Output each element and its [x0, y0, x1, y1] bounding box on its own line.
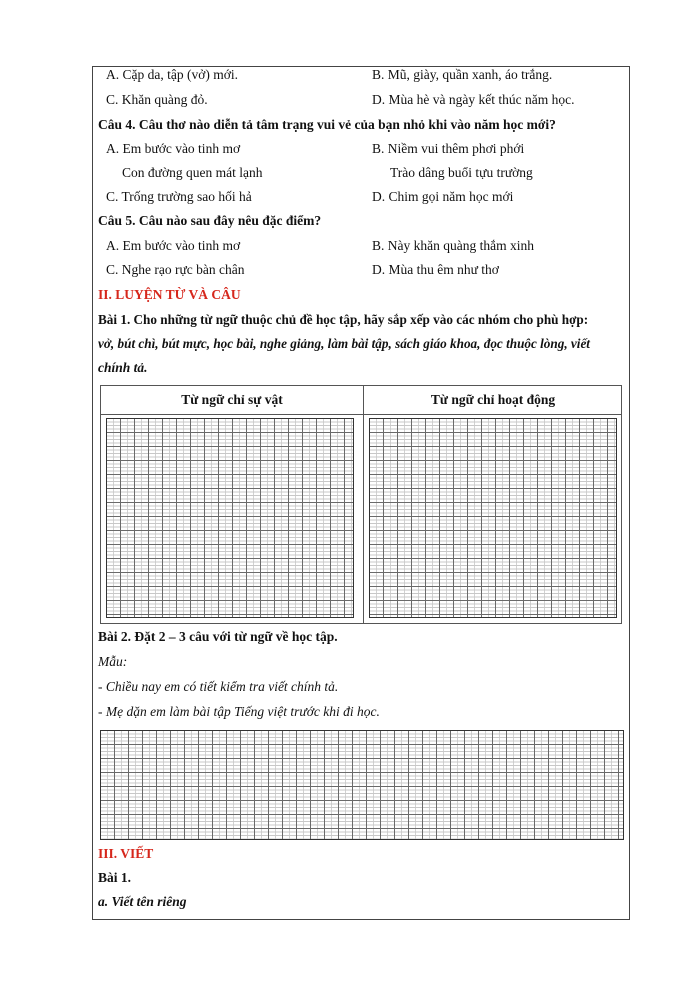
writing-grid-things[interactable] [106, 418, 354, 618]
writing-grid-sentences[interactable] [100, 730, 624, 840]
q3-option-a: A. Cặp da, tập (vở) mới. [106, 67, 239, 82]
q4-option-b-line1: B. Niềm vui thêm phơi phới [372, 141, 525, 156]
ex1-instruction: Bài 1. Cho những từ ngữ thuộc chủ đề học tập, hãy sắp xếp vào các nhóm cho phù hợp: [98, 312, 589, 327]
q3-option-b: B. Mũ, giày, quần xanh, áo trắng. [372, 67, 553, 82]
table-divider-vertical [363, 386, 364, 623]
q5-option-b: B. Này khăn quàng thắm xinh [372, 238, 534, 253]
table-header-things: Từ ngữ chỉ sự vật [181, 392, 283, 407]
q4-option-a-line2: Con đường quen mát lạnh [122, 165, 263, 180]
ex1-words-line2: chính tả. [98, 360, 148, 375]
q4-option-b-line2: Trào dâng buổi tựu trường [390, 165, 533, 180]
section3-title: III. VIẾT [98, 846, 154, 861]
sample-label: Mẫu: [98, 654, 128, 669]
section3-ex1: Bài 1. [98, 870, 132, 885]
section3-ex1a: a. Viết tên riêng [98, 894, 187, 909]
section2-title: II. LUYỆN TỪ VÀ CÂU [98, 287, 241, 302]
table-header-actions: Từ ngữ chỉ hoạt động [430, 392, 556, 407]
q5-question: Câu 5. Câu nào sau đây nêu đặc điểm? [98, 213, 322, 228]
q5-option-d: D. Mùa thu êm như thơ [372, 262, 499, 277]
sample-sentence-1: - Chiều nay em có tiết kiểm tra viết chính tả. [98, 679, 339, 694]
ex1-words-line1: vở, bút chì, bút mực, học bài, nghe giảng, làm bài tập, sách giáo khoa, đọc thuộc lòng, viết [98, 336, 590, 351]
table-divider-horizontal [101, 414, 621, 415]
sample-sentence-2: - Mẹ dặn em làm bài tập Tiếng việt trước khi đi học. [98, 704, 380, 719]
q4-option-d: D. Chim gọi năm học mới [372, 189, 514, 204]
q3-option-d: D. Mùa hè và ngày kết thúc năm học. [372, 92, 575, 107]
q5-option-c: C. Nghe rạo rực bàn chân [106, 262, 245, 277]
q5-option-a: A. Em bước vào tinh mơ [106, 238, 241, 253]
q4-question: Câu 4. Câu thơ nào diễn tả tâm trạng vui vẻ của bạn nhỏ khi vào năm học mới? [98, 117, 556, 132]
ex2-title: Bài 2. Đặt 2 – 3 câu với từ ngữ về học tập. [98, 629, 338, 644]
q4-option-a-line1: A. Em bước vào tinh mơ [106, 141, 241, 156]
q3-option-c: C. Khăn quàng đỏ. [106, 92, 208, 107]
word-group-table [100, 385, 622, 624]
writing-grid-actions[interactable] [369, 418, 617, 618]
q4-option-c: C. Trống trường sao hối hả [106, 189, 252, 204]
